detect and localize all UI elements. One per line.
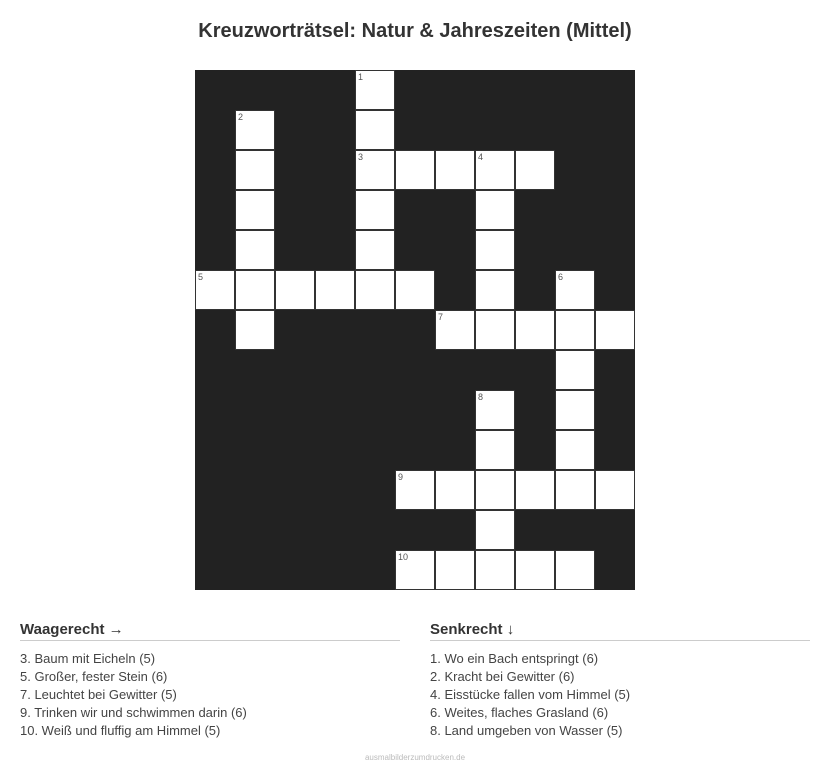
crossword-cell[interactable] [555, 470, 595, 510]
clue-number: 4 [478, 152, 484, 162]
crossword-cell[interactable] [235, 310, 275, 350]
clue-item: 3. Baum mit Eicheln (5) [20, 651, 156, 666]
crossword-cell[interactable] [315, 270, 355, 310]
clue-number: 5 [198, 272, 204, 282]
crossword-cell[interactable] [395, 550, 435, 590]
clue-number: 1 [358, 72, 364, 82]
crossword-cell[interactable] [515, 550, 555, 590]
crossword-cell[interactable] [355, 270, 395, 310]
across-heading-label: Waagerecht [20, 621, 105, 638]
crossword-cell[interactable] [475, 310, 515, 350]
clue-item: 1. Wo ein Bach entspringt (6) [430, 651, 599, 666]
crossword-cell[interactable] [475, 270, 515, 310]
crossword-cell[interactable] [515, 470, 555, 510]
clue-number: 6 [558, 272, 564, 282]
crossword-cell[interactable] [355, 190, 395, 230]
puzzle-title: Kreuzworträtsel: Natur & Jahreszeiten (Mittel) [198, 20, 632, 42]
clue-number: 3 [358, 152, 364, 162]
clue-number: 9 [398, 472, 404, 482]
crossword-cell[interactable] [235, 190, 275, 230]
down-clue-list [430, 650, 810, 740]
crossword-cell[interactable] [435, 310, 475, 350]
crossword-cell[interactable] [395, 270, 435, 310]
crossword-cell[interactable] [435, 550, 475, 590]
clue-number: 7 [438, 312, 444, 322]
crossword-cell[interactable] [475, 550, 515, 590]
crossword-cell[interactable] [555, 310, 595, 350]
down-clues-section [430, 621, 810, 740]
crossword-cell[interactable] [595, 470, 635, 510]
crossword-cell[interactable] [515, 150, 555, 190]
clue-number: 2 [238, 112, 244, 122]
crossword-cell[interactable] [475, 470, 515, 510]
clue-item: 9. Trinken wir und schwimmen darin (6) [20, 705, 247, 720]
crossword-cell[interactable] [435, 150, 475, 190]
crossword-cell[interactable] [235, 150, 275, 190]
crossword-cell[interactable] [475, 510, 515, 550]
crossword-cell[interactable] [475, 230, 515, 270]
right-arrow-icon: → [108, 621, 124, 638]
clue-item: 10. Weiß und fluffig am Himmel (5) [20, 723, 221, 738]
across-clue-list [20, 650, 400, 740]
crossword-cell[interactable] [475, 430, 515, 470]
crossword-cell[interactable] [355, 70, 395, 110]
clue-number: 8 [478, 392, 484, 402]
crossword-cell[interactable] [555, 430, 595, 470]
clue-item: 8. Land umgeben von Wasser (5) [430, 723, 623, 738]
crossword-cell[interactable] [355, 150, 395, 190]
crossword-cell[interactable] [395, 150, 435, 190]
crossword-cell[interactable] [435, 470, 475, 510]
crossword-cell[interactable] [555, 550, 595, 590]
clue-item: 5. Großer, fester Stein (6) [20, 669, 168, 684]
across-heading [20, 621, 400, 641]
crossword-cell[interactable] [395, 470, 435, 510]
crossword-cell[interactable] [355, 230, 395, 270]
footer-credit: ausmalbilderzumdrucken.de [364, 753, 466, 762]
crossword-cell[interactable] [275, 270, 315, 310]
crossword-cell[interactable] [595, 310, 635, 350]
crossword-cell[interactable] [235, 270, 275, 310]
crossword-cell[interactable] [475, 390, 515, 430]
crossword-cell[interactable] [475, 150, 515, 190]
down-heading-label: Senkrecht [430, 621, 503, 638]
clue-item: 4. Eisstücke fallen vom Himmel (5) [430, 687, 631, 702]
crossword-cell[interactable] [195, 270, 235, 310]
down-heading [430, 621, 810, 641]
clue-number: 10 [398, 552, 409, 562]
crossword-cell[interactable] [515, 310, 555, 350]
clue-item: 2. Kracht bei Gewitter (6) [430, 669, 575, 684]
crossword-cell[interactable] [555, 270, 595, 310]
crossword-cell[interactable] [235, 230, 275, 270]
down-arrow-icon: ↓ [506, 621, 515, 638]
clue-item: 6. Weites, flaches Grasland (6) [430, 705, 609, 720]
crossword-cell[interactable] [555, 390, 595, 430]
crossword-cell[interactable] [475, 190, 515, 230]
crossword-cell[interactable] [555, 350, 595, 390]
crossword-cell[interactable] [355, 110, 395, 150]
clue-item: 7. Leuchtet bei Gewitter (5) [20, 687, 177, 702]
crossword-cell[interactable] [235, 110, 275, 150]
across-clues-section [20, 621, 400, 740]
crossword-grid [195, 70, 635, 590]
